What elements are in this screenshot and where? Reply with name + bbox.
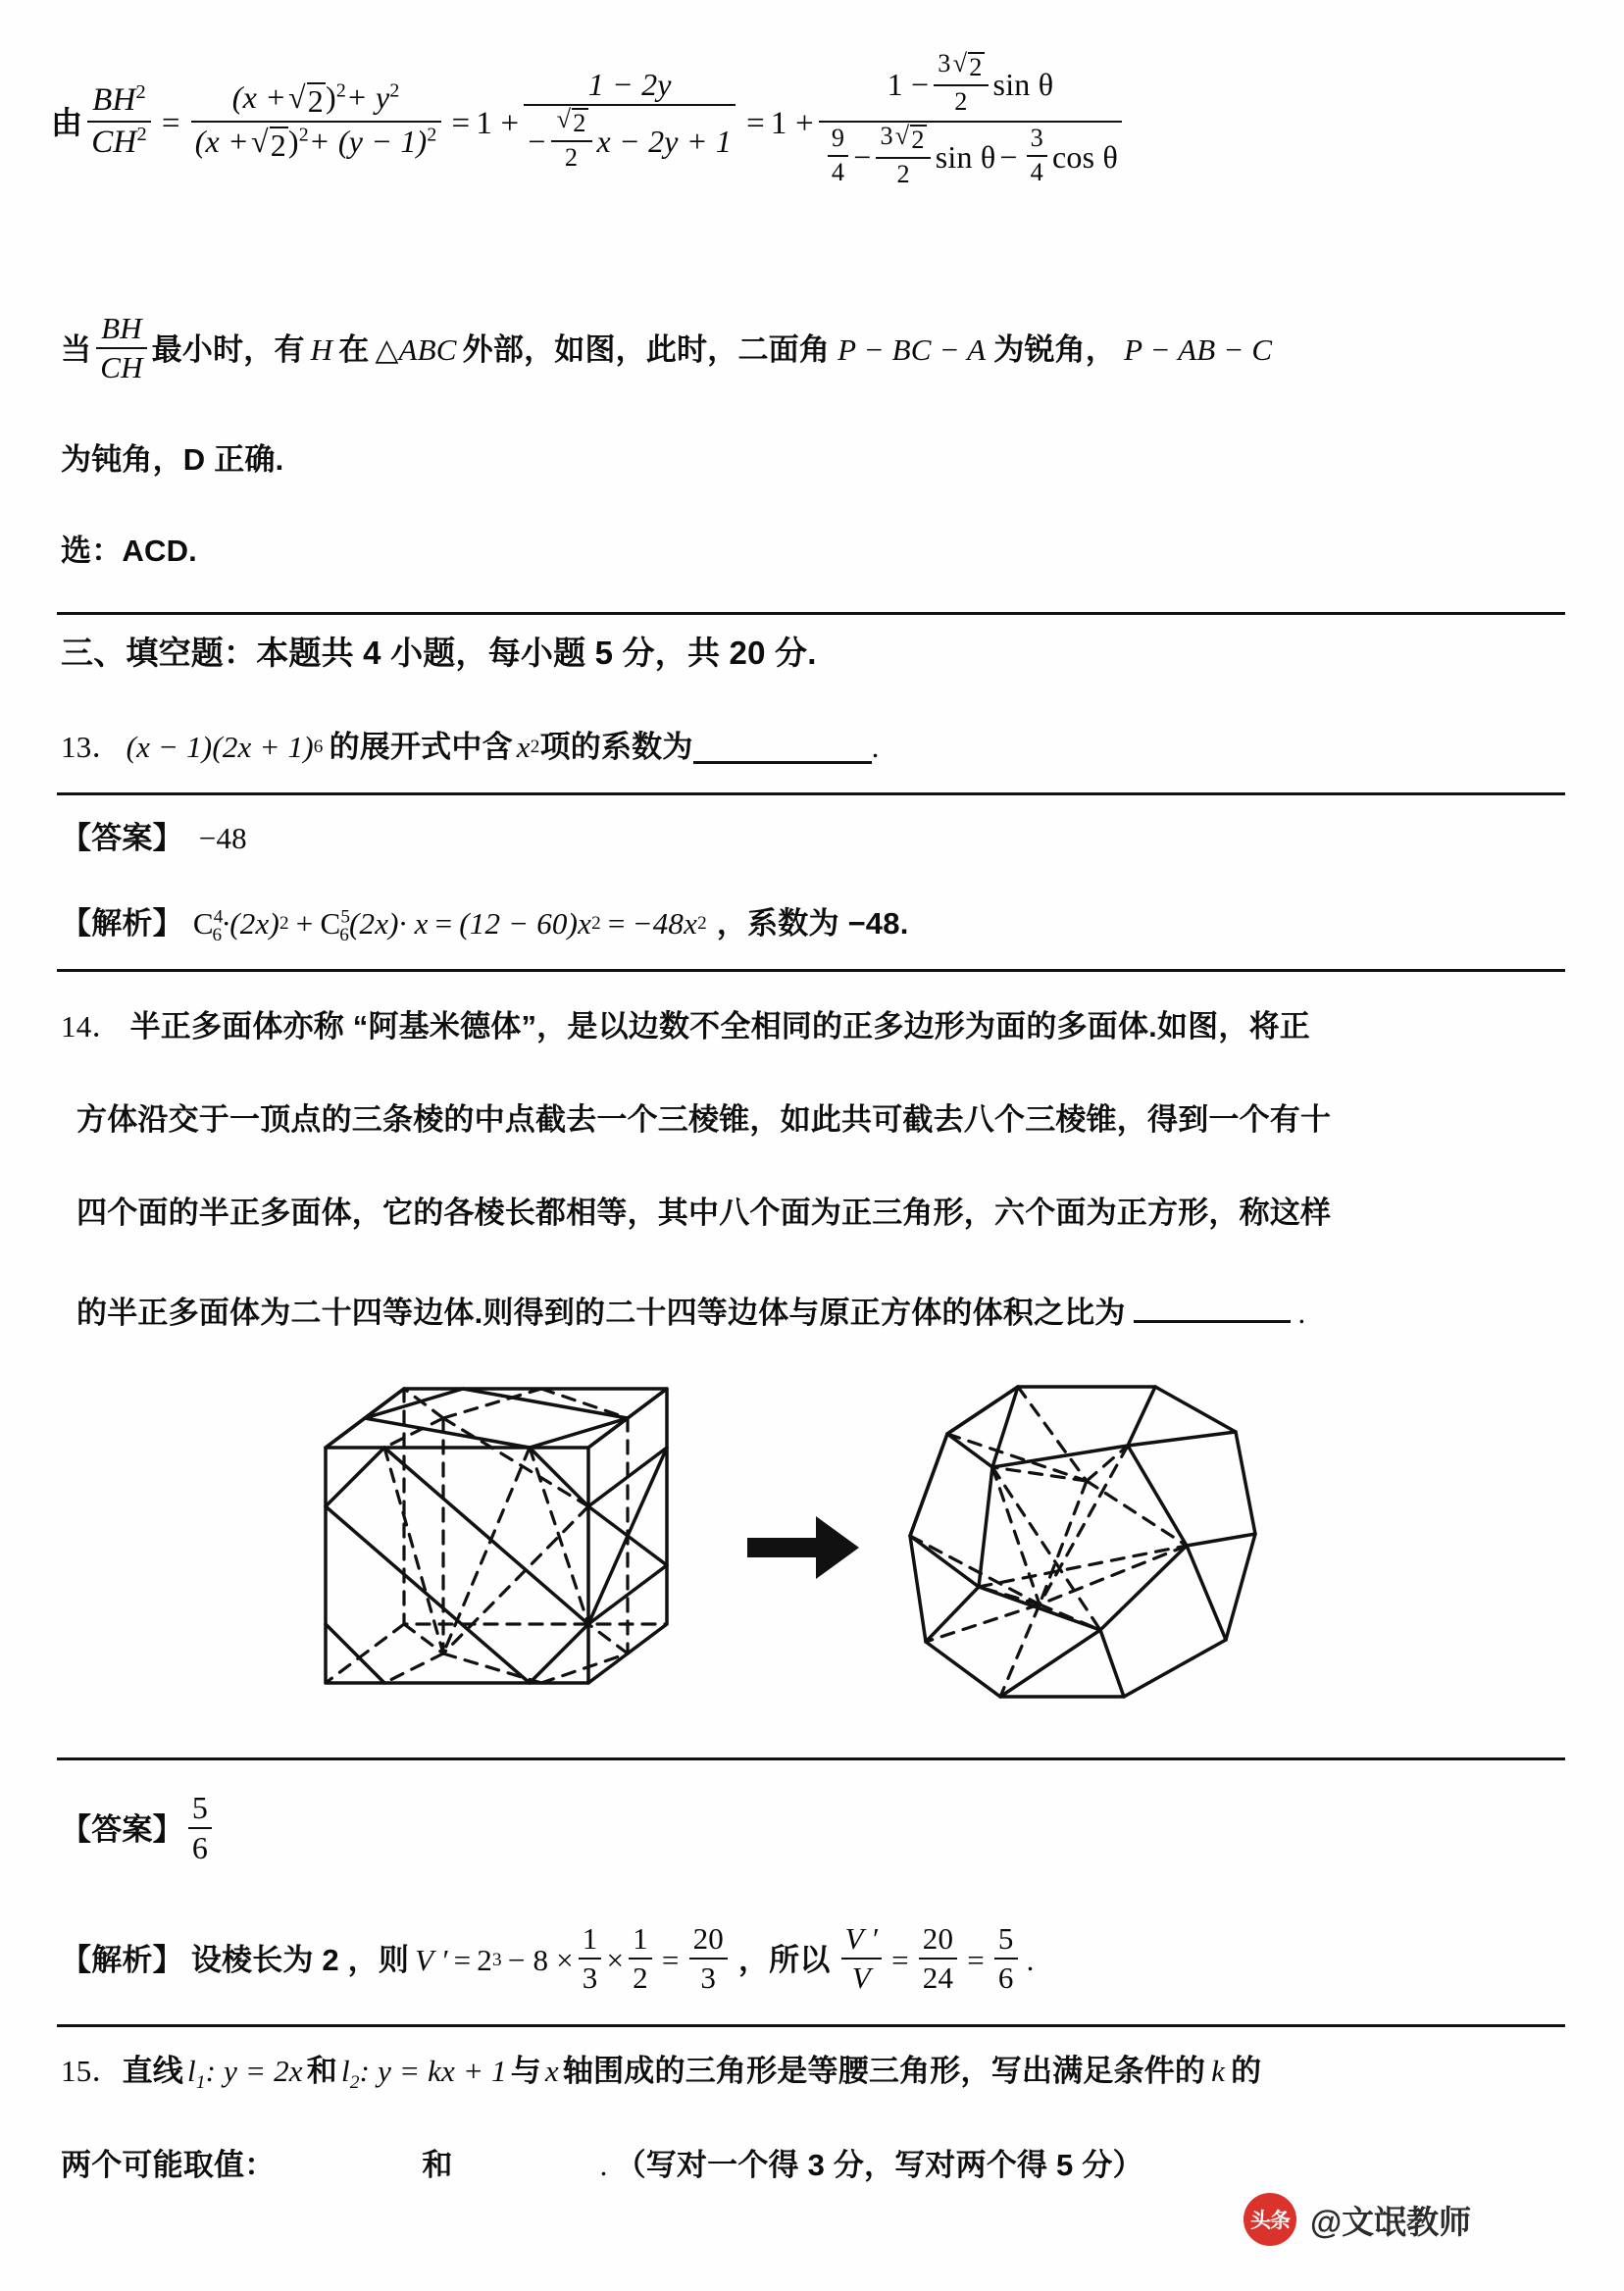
one-plus-2: 1 + bbox=[770, 105, 814, 141]
q15-text-e: 的 bbox=[1231, 2053, 1262, 2088]
section-header-fill-in-blank: 三、填空题：本题共 4 小题，每小题 5 分，共 20 分. bbox=[61, 635, 817, 671]
q13-equals-1: = bbox=[434, 905, 453, 941]
q13-text-b: 项的系数为 bbox=[539, 729, 693, 764]
q14-sol-base-2: 2 bbox=[477, 1943, 492, 1978]
one-plus-1: 1 + bbox=[476, 105, 520, 141]
sqrt-2-icon: √ 2 bbox=[556, 105, 586, 138]
q13-sol-part-2: (2x)· x bbox=[349, 905, 429, 941]
q14-times: × bbox=[606, 1943, 625, 1978]
q15-and: 和 bbox=[422, 2147, 453, 2182]
q15-l2-equation: : y = kx + 1 bbox=[359, 2053, 507, 2088]
q14-number: 14． bbox=[61, 1009, 123, 1044]
divider-rule-5 bbox=[57, 2024, 1565, 2027]
q15-text-d: 轴围成的三角形是等腰三角形，写出满足条件的 bbox=[562, 2053, 1206, 2088]
q15-x-axis-var: x bbox=[544, 2053, 559, 2088]
bh-over-ch-fraction: $\frac{BH}{CH}$ bbox=[96, 312, 146, 384]
equals-sign-2: = bbox=[451, 105, 471, 141]
f1-num-part-b: ) bbox=[325, 78, 336, 115]
divider-rule-2 bbox=[57, 792, 1565, 795]
q14-answer-row bbox=[61, 1790, 217, 1867]
q13-period: . bbox=[871, 729, 880, 764]
q13-solution-label: 【解析】 bbox=[61, 905, 183, 941]
watermark-handle: @文氓教师 bbox=[1310, 2203, 1472, 2240]
line-l1: $l_1$ bbox=[187, 2053, 206, 2094]
q13-plus: + bbox=[295, 905, 314, 941]
q15-number: 15． bbox=[61, 2053, 123, 2088]
conclusion-lead: 当 bbox=[61, 332, 92, 368]
figure-truncated-cube bbox=[294, 1353, 706, 1736]
question-15-stem-line-1 bbox=[61, 2052, 1262, 2094]
bh-ch-squared-fraction bbox=[87, 82, 151, 160]
derivation-lead-label: 由 bbox=[51, 105, 83, 141]
conclusion-line-1 bbox=[61, 311, 1280, 386]
conclusion-line-2: 为钝角，D 正确. bbox=[61, 442, 284, 477]
q15-period: . bbox=[599, 2147, 608, 2182]
question-15-stem-line-2 bbox=[61, 2146, 1143, 2182]
f2-den-minus: − bbox=[528, 123, 546, 159]
q13-answer-label: 【答案】 bbox=[61, 821, 183, 855]
f3-den-sin: sin θ bbox=[935, 138, 996, 175]
q13-sol-part-1: ·(2x) bbox=[222, 905, 279, 941]
q14-line-2: 方体沿交于一顶点的三条棱的中点截去一个三棱锥，如此共可截去八个三棱锥，得到一个有十 bbox=[76, 1102, 1332, 1137]
f1-num-part-a: (x + bbox=[231, 78, 286, 115]
q15-l1-equation: : y = 2x bbox=[205, 2053, 303, 2088]
watermark bbox=[1243, 2193, 1471, 2246]
q15-line2-lead: 两个可能取值： bbox=[61, 2147, 276, 2182]
q15-text-c: 与 bbox=[510, 2053, 541, 2088]
bh-exponent: 2 bbox=[135, 81, 146, 104]
one-half-fraction: $\frac{1}{2}$ bbox=[629, 1922, 652, 1995]
q14-sol-minus-8x: − 8 × bbox=[507, 1943, 574, 1978]
f3-den-minus-2: − bbox=[999, 138, 1018, 175]
three-sqrt2-over-2-fraction-2: 3 √ 2 2 bbox=[876, 123, 930, 189]
q13-answer-blank[interactable] bbox=[693, 731, 872, 764]
q13-sol-part-4: −48x bbox=[632, 905, 698, 941]
conclusion-mid-1: 最小时，有 bbox=[151, 332, 305, 368]
q14-solution-label: 【解析】 bbox=[61, 1943, 183, 1978]
f2-numerator: 1 − 2y bbox=[587, 67, 672, 103]
equals-sign-3: = bbox=[746, 105, 765, 141]
f1-den-c-exp: 2 bbox=[427, 124, 437, 146]
derivation-equation bbox=[51, 49, 1127, 192]
toutiao-badge-icon: 头条 bbox=[1243, 2193, 1296, 2246]
q13-sol-tail: ，系数为 −48. bbox=[716, 905, 909, 941]
line-l2: $l_2$ bbox=[340, 2053, 360, 2094]
q15-text-b: 和 bbox=[306, 2053, 337, 2088]
five-sixths-fraction: $\frac{5}{6}$ bbox=[994, 1922, 1018, 1995]
q14-line-4: 的半正多面体为二十四等边体.则得到的二十四等边体与原正方体的体积之比为 bbox=[76, 1296, 1126, 1330]
ch-exponent: 2 bbox=[136, 123, 147, 145]
ch-denominator: CH bbox=[91, 124, 137, 160]
f1-den-part-b: ) bbox=[287, 123, 299, 159]
divider-rule-4 bbox=[57, 1757, 1565, 1760]
nine-over-four-fraction: $\frac{9}{4}$ bbox=[828, 125, 848, 187]
q15-blank-2[interactable] bbox=[453, 2150, 600, 2180]
q14-answer-label: 【答案】 bbox=[61, 1812, 183, 1848]
q13-text-a: 的展开式中含 bbox=[329, 729, 513, 764]
f1-den-part-c: + (y − 1) bbox=[308, 123, 428, 159]
conclusion-mid-3: 外部，如图，此时，二面角 bbox=[462, 332, 831, 368]
sqrt-2-icon: √ 2 bbox=[894, 121, 925, 154]
conclusion-mid-4: 为锐角， bbox=[993, 332, 1117, 368]
twenty-thirds-fraction: $\frac{20}{3}$ bbox=[689, 1922, 728, 1995]
q14-equals-1: = bbox=[453, 1943, 472, 1978]
q13-combination-1: $C^4_6$ bbox=[192, 905, 224, 946]
conclusion-line-3-choice: 选：ACD. bbox=[61, 534, 197, 568]
q14-answer-fraction: $\frac{5}{6}$ bbox=[188, 1791, 212, 1865]
q13-answer-value: −48 bbox=[198, 821, 247, 855]
f3-den-cos: cos θ bbox=[1051, 138, 1118, 175]
q15-k-var: k bbox=[1211, 2053, 1226, 2088]
q15-blank-1[interactable] bbox=[275, 2150, 422, 2180]
f1-num-exp: 2 bbox=[335, 78, 346, 101]
q14-equals-2: = bbox=[661, 1943, 680, 1978]
f1-den-part-a: (x + bbox=[194, 123, 249, 159]
q14-line-1: 半正多面体亦称 “阿基米德体”，是以边数不全相同的正多边形为面的多面体.如图，将正 bbox=[129, 1009, 1310, 1044]
f2-den-tail: x − 2y + 1 bbox=[596, 123, 733, 159]
figure-cuboctahedron bbox=[892, 1373, 1285, 1726]
q13-combination-2: $C^5_6$ bbox=[320, 905, 351, 946]
q14-equals-3: = bbox=[891, 1943, 909, 1978]
bh-numerator: BH bbox=[92, 82, 136, 119]
one-third-fraction: $\frac{1}{3}$ bbox=[579, 1922, 602, 1995]
q14-sol-text-a: 设棱长为 2 ，则 bbox=[190, 1943, 410, 1978]
f1-den-exp: 2 bbox=[298, 124, 309, 146]
dihedral-angle-2: P − AB − C bbox=[1124, 332, 1273, 368]
triangle-ABC: △ABC bbox=[375, 332, 457, 368]
right-arrow-icon bbox=[745, 1510, 863, 1585]
q13-number: 13． bbox=[61, 729, 123, 764]
q13-x-variable: x bbox=[516, 729, 531, 764]
q14-sol-text-b: ，所以 bbox=[737, 1943, 831, 1978]
f3-num-sin: sin θ bbox=[992, 67, 1054, 103]
q14-line-4-period: . bbox=[1297, 1296, 1306, 1330]
fraction-two bbox=[524, 68, 736, 175]
fraction-one bbox=[191, 80, 441, 163]
sqrt2-over-2-fraction: √ 2 2 bbox=[551, 106, 592, 173]
q15-text-a: 直线 bbox=[122, 2053, 184, 2088]
three-over-four-fraction: $\frac{3}{4}$ bbox=[1027, 125, 1047, 187]
q14-sol-period: . bbox=[1026, 1943, 1035, 1978]
three-sqrt2-over-2-fraction: 3 √ 2 2 bbox=[934, 50, 988, 117]
divider-rule-3 bbox=[57, 969, 1565, 972]
sqrt-2-icon: √ 2 bbox=[952, 49, 983, 81]
question-13-stem: 13． (x − 1)(2x + 1) 6 的展开式中含 x 2 项的系数为 . bbox=[61, 729, 880, 764]
divider-rule-1 bbox=[57, 612, 1565, 615]
q13-answer-row bbox=[61, 822, 247, 855]
f1-num-c-exp: 2 bbox=[389, 78, 400, 101]
f1-num-part-c: + y bbox=[345, 78, 390, 115]
equals-sign-1: = bbox=[161, 105, 180, 141]
q13-expression-a: (x − 1)(2x + 1) bbox=[126, 729, 314, 764]
q14-line-3: 四个面的半正多面体，它的各棱长都相等，其中八个面为正三角形，六个面为正方形，称这样 bbox=[76, 1196, 1332, 1230]
conclusion-mid-2: 在 bbox=[338, 332, 370, 368]
twenty-over-24-fraction: $\frac{20}{24}$ bbox=[919, 1922, 957, 1995]
question-14-stem-line-1 bbox=[61, 1010, 1310, 1044]
fraction-three bbox=[819, 49, 1122, 190]
point-H: H bbox=[310, 332, 333, 368]
f3-den-minus-1: − bbox=[853, 138, 872, 175]
q14-equals-4: = bbox=[967, 1943, 985, 1978]
dihedral-angle-1: P − BC − A bbox=[837, 332, 987, 368]
q14-volume-prime: V ′ bbox=[415, 1943, 448, 1978]
q13-solution-row: 【解析】 $C^4_6$ ·(2x) 2 + $C^5_6$ (2x)· x = (12 − 60)x 2 = −48x 2 ，系数为 −48. bbox=[61, 905, 909, 946]
v-prime-over-v-fraction: $\frac{V '}{V}$ bbox=[841, 1922, 883, 1995]
q13-sol-part-3: (12 − 60)x bbox=[459, 905, 592, 941]
f3-num-lead: 1 − bbox=[887, 67, 930, 103]
sqrt-2-icon: √ 2 bbox=[288, 78, 324, 119]
q14-line-4-row bbox=[76, 1290, 1305, 1330]
sqrt-2-icon: √ 2 bbox=[250, 123, 286, 163]
q13-equals-2: = bbox=[607, 905, 626, 941]
q15-scoring-note: （写对一个得 3 分，写对两个得 5 分） bbox=[615, 2147, 1143, 2182]
q14-answer-blank[interactable] bbox=[1134, 1290, 1291, 1323]
q14-solution-row: 【解析】 设棱长为 2 ，则 V ′ = 2 3 − 8 × $\frac{1}{3}$ × $\frac{1}{2}$ = $\frac{20}{3}$ ，所以 $\frac{V '}{V}$ = $\frac{20}{24}$ = $\frac{5}{6}$ . bbox=[61, 1921, 1035, 1996]
